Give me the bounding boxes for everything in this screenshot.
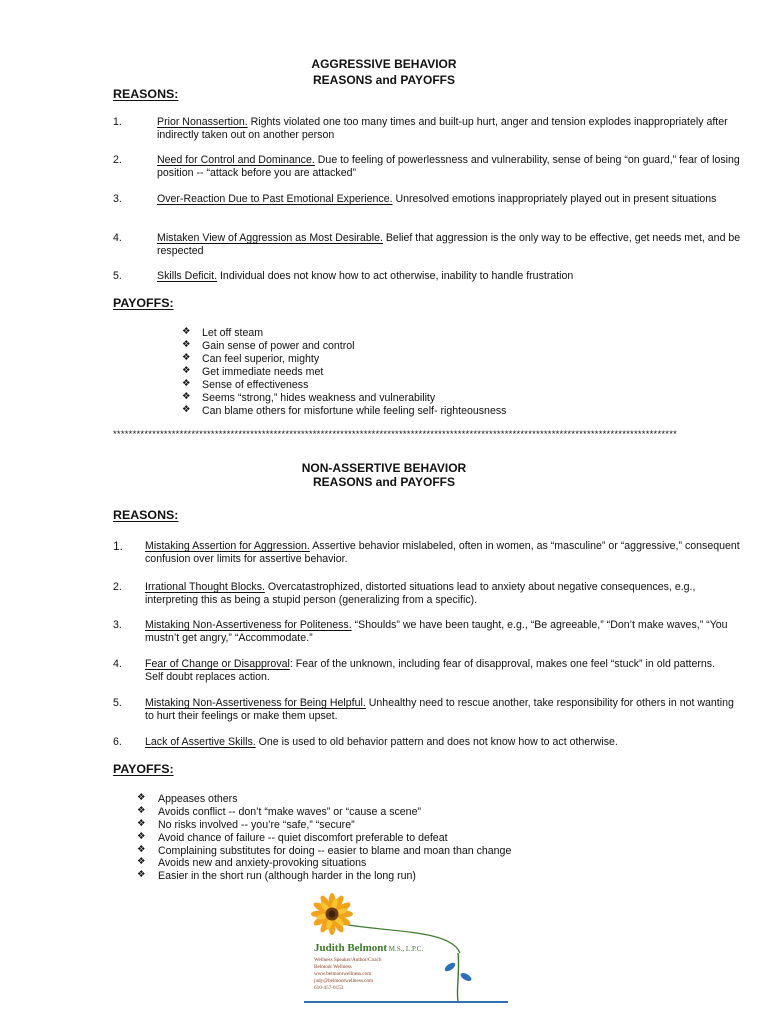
section-separator: ************************************************************************************************************************************************ [113, 429, 678, 440]
reason-number: 2. [113, 581, 122, 593]
card-name: Judith Belmont M.S., L.P.C. [314, 942, 424, 954]
reason-text: Overcatastrophized, distorted situations lead to anxiety about negative consequences, e.g., interpreting this as being a stupid person (generalizing from a specific). [145, 581, 696, 606]
reason-text: “Shoulds” we have been taught, e.g., “Be agreeable,” “Don’t make waves,” “You mustn’t get angry,” “Accommodate.” [145, 619, 728, 644]
business-card [300, 893, 510, 1007]
diamond-bullet-icon: ❖ [137, 805, 146, 816]
reason-title: Mistaking Assertion for Aggression. [145, 540, 310, 552]
reason-text: Due to feeling of powerlessness and vulnerability, sense of being “on guard,” fear of losing position -- “attack before you are attacked” [157, 154, 740, 179]
section2-reasons-heading: REASONS: [113, 508, 179, 522]
diamond-bullet-icon: ❖ [182, 365, 191, 376]
reason-title: Lack of Assertive Skills. [145, 736, 256, 748]
diamond-bullet-icon: ❖ [182, 352, 191, 363]
section2-title-line1: NON-ASSERTIVE BEHAVIOR [301, 461, 467, 475]
card-line: judy@belmontwellness.com [314, 978, 374, 984]
reason-title: Mistaking Non-Assertiveness for Being Helpful. [145, 697, 366, 709]
reason-text: Rights violated one too many times and built-up hurt, anger and tension explodes inappropriately after indirectly taken out on another person [157, 116, 728, 141]
reason-title: Prior Nonassertion. [157, 116, 248, 128]
card-credentials: M.S., L.P.C. [387, 945, 424, 953]
reason-number: 4. [113, 658, 122, 670]
section2-title-line2: REASONS and PAYOFFS [312, 475, 456, 489]
section1-title-line1: AGGRESSIVE BEHAVIOR [311, 57, 457, 71]
reason-number: 1. [113, 539, 124, 553]
diamond-bullet-icon: ❖ [182, 391, 191, 402]
diamond-bullet-icon: ❖ [182, 404, 191, 415]
reason-title: Skills Deficit. [157, 270, 218, 282]
diamond-bullet-icon: ❖ [137, 844, 146, 855]
diamond-bullet-icon: ❖ [137, 792, 146, 803]
diamond-bullet-icon: ❖ [137, 856, 146, 867]
reason-number: 1. [113, 116, 122, 128]
diamond-bullet-icon: ❖ [137, 831, 146, 842]
reason-title: Irrational Thought Blocks. [145, 581, 265, 593]
reason-text: Belief that aggression is the only way to be effective, get needs met, and be respected [157, 232, 741, 257]
reason-number: 6. [113, 736, 122, 748]
reason-number: 3. [113, 193, 122, 205]
diamond-bullet-icon: ❖ [137, 869, 146, 880]
section1-reasons-heading: REASONS: [113, 87, 179, 101]
diamond-bullet-icon: ❖ [182, 326, 191, 337]
reason-text: Unresolved emotions inappropriately played out in present situations [392, 193, 717, 205]
section1-title-line2: REASONS and PAYOFFS [312, 73, 456, 87]
reason-text: : Fear of the unknown, including fear of disapproval, makes one feel “stuck” in old patterns. Self doubt replaces action. [145, 658, 716, 683]
reason-title: Mistaking Non-Assertiveness for Politeness. [145, 619, 352, 631]
reason-title: Need for Control and Dominance. [157, 154, 315, 166]
reason-text: One is used to old behavior pattern and does not know how to act otherwise. [255, 736, 618, 748]
diamond-bullet-icon: ❖ [182, 378, 191, 389]
reason-number: 5. [113, 697, 122, 709]
reason-title: Mistaken View of Aggression as Most Desirable. [157, 232, 383, 244]
card-line: Belmont Wellness [314, 964, 352, 970]
reason-text: Individual does not know how to act otherwise, inability to handle frustration [217, 270, 574, 282]
card-line: www.belmontwellness.com [314, 971, 372, 977]
card-line: 610-457-0153 [314, 985, 344, 991]
card-line: Wellness Speaker/Author/Coach [314, 957, 382, 963]
reason-text: Assertive behavior mislabeled, often in women, as “masculine” or “aggressive,” consequent confusion over limits for assertive behavior. [145, 540, 740, 565]
reason-number: 5. [113, 270, 122, 282]
diamond-bullet-icon: ❖ [137, 818, 146, 829]
diamond-bullet-icon: ❖ [182, 339, 191, 350]
reason-number: 3. [113, 619, 122, 631]
reason-number: 4. [113, 232, 122, 244]
section1-payoffs-heading: PAYOFFS: [113, 296, 174, 310]
reason-text: Unhealthy need to rescue another, take responsibility for others in not wanting to hurt their feelings or make them upset. [145, 697, 734, 722]
section2-payoffs-heading: PAYOFFS: [113, 762, 174, 776]
reason-title: Over-Reaction Due to Past Emotional Experience. [157, 193, 393, 205]
reason-number: 2. [113, 154, 122, 166]
reason-title: Fear of Change or Disapproval [145, 658, 290, 670]
